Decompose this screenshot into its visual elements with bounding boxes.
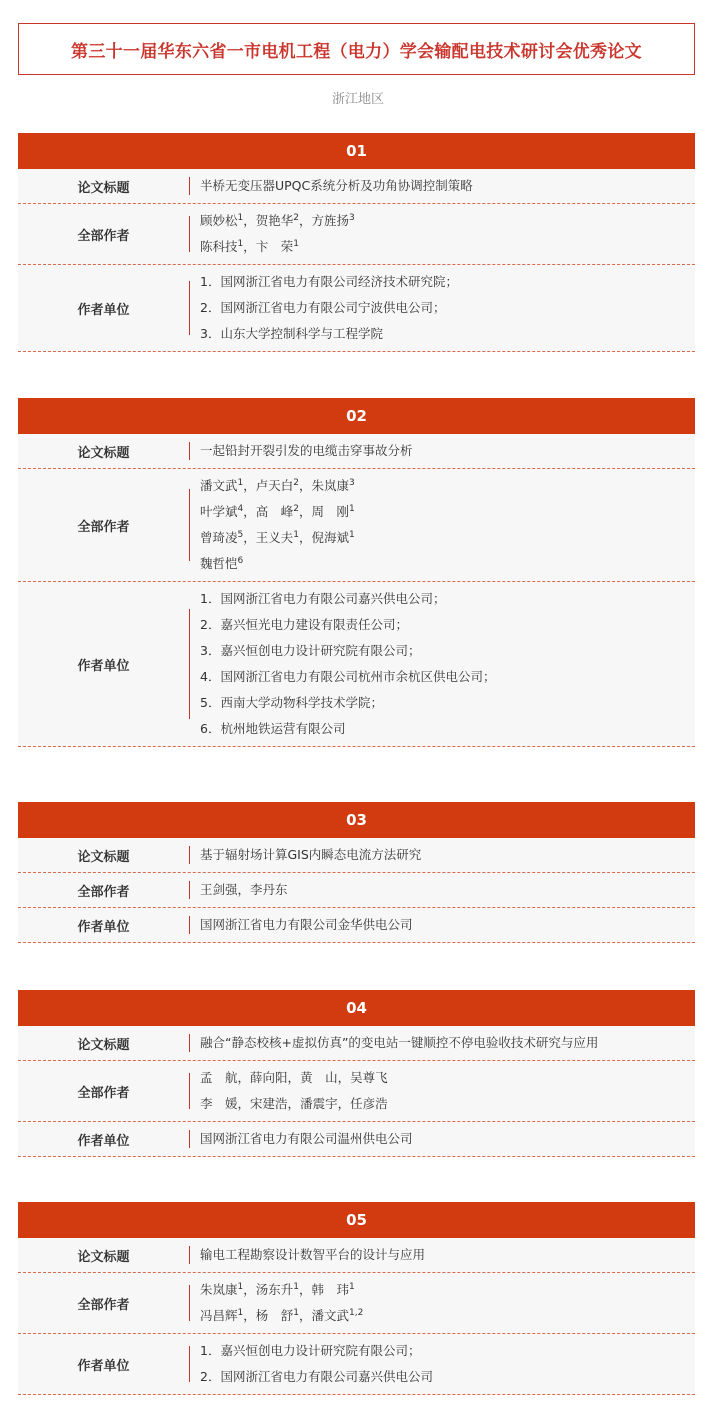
author-separator: ， [287, 1096, 301, 1111]
author-affiliation-mark: 2 [293, 477, 300, 488]
author-name: 朱岚康 [200, 1282, 238, 1297]
paper-title: 融合“静态校核+虚拟仿真”的变电站一键顺控不停电验收技术研究与应用 [200, 1035, 599, 1050]
author-separator: ， [243, 1282, 256, 1297]
paper-number: 01 [18, 133, 695, 169]
author-separator: ， [337, 1096, 351, 1111]
paper-title: 半桥无变压器UPQC系统分析及功角协调控制策略 [200, 178, 473, 193]
author-name: 朱岚康 [311, 478, 350, 493]
author-name: 潘文武 [200, 478, 238, 493]
affiliations-row [18, 908, 695, 943]
authors-row-lines [190, 208, 355, 260]
title-row [18, 434, 695, 469]
author-separator: ， [299, 213, 312, 228]
title-row-content [189, 1238, 695, 1272]
paper-number: 02 [18, 398, 695, 434]
author-name: 李 媛 [200, 1096, 238, 1111]
author-separator: ， [299, 1282, 312, 1297]
affiliation-item: 2．嘉兴恒光电力建设有限责任公司； [200, 617, 408, 632]
author-name: 倪海斌 [311, 530, 350, 545]
author-name: 方旌扬 [311, 213, 350, 228]
affiliation-item: 2．国网浙江省电力有限公司宁波供电公司； [200, 300, 446, 315]
authors-row-lines [190, 1065, 388, 1117]
author-affiliation-mark: 1 [293, 529, 300, 540]
author-line [200, 1091, 388, 1117]
affiliations-row-label: 作者单位 [77, 1358, 130, 1374]
author-name: 叶学斌 [200, 504, 238, 519]
authors-row-content [189, 469, 695, 581]
author-separator: ， [337, 1070, 351, 1085]
author-line [200, 1277, 363, 1303]
author-line [200, 473, 355, 499]
authors-row [18, 469, 695, 582]
authors-row [18, 1273, 695, 1334]
author-name: 周 刚 [311, 504, 350, 519]
title-row-lines [190, 1030, 598, 1056]
author-separator: ， [287, 1070, 301, 1085]
author-name: 汤东升 [255, 1282, 294, 1297]
affiliation-item: 国网浙江省电力有限公司温州供电公司 [200, 1131, 413, 1146]
author-name: 王剑强 [200, 882, 238, 897]
authors-row-label: 全部作者 [77, 1085, 130, 1101]
author-line [200, 499, 355, 525]
author-name: 魏哲恺 [200, 556, 238, 571]
author-line [200, 208, 355, 234]
region-label: 浙江地区 [331, 92, 384, 107]
author-name: 潘文武 [311, 1308, 350, 1323]
paper-title: 输电工程勘察设计数智平台的设计与应用 [200, 1247, 426, 1262]
affiliations-row [18, 1122, 695, 1157]
paper-title: 基于辐射场计算GIS内瞬态电流方法研究 [200, 847, 422, 862]
author-separator: ， [299, 530, 312, 545]
authors-row-lines [190, 473, 355, 577]
author-affiliation-mark: 1 [293, 238, 300, 249]
paper-block [18, 1202, 695, 1395]
affiliation-item: 6．杭州地铁运营有限公司 [200, 721, 346, 736]
title-row [18, 169, 695, 204]
author-name: 黄 山 [300, 1070, 338, 1085]
author-name: 杨 舒 [255, 1308, 294, 1323]
affiliations-row-label: 作者单位 [77, 1133, 130, 1149]
author-affiliation-mark: 1,2 [349, 1307, 364, 1318]
author-name: 薛向阳 [250, 1070, 288, 1085]
author-name: 韩 玮 [311, 1282, 350, 1297]
authors-row-content [189, 1061, 695, 1121]
affiliations-row [18, 1334, 695, 1395]
author-separator: ， [299, 504, 312, 519]
author-name: 曾琦凌 [200, 530, 238, 545]
author-affiliation-mark: 1 [293, 1307, 300, 1318]
author-affiliation-mark: 1 [293, 1281, 300, 1292]
affiliations-row-content [189, 1334, 695, 1394]
authors-row-content [189, 204, 695, 264]
title-row-content [189, 1026, 695, 1060]
author-name: 吴尊飞 [350, 1070, 388, 1085]
author-separator: ， [237, 882, 251, 897]
author-affiliation-mark: 1 [349, 529, 355, 540]
author-name: 卢天白 [255, 478, 294, 493]
author-separator: ， [243, 239, 256, 254]
affiliations-row-label: 作者单位 [77, 658, 130, 674]
authors-row-content [189, 873, 695, 907]
authors-row-lines [190, 1277, 363, 1329]
author-line [200, 877, 288, 903]
author-affiliation-mark: 3 [349, 477, 355, 488]
affiliations-row-lines [190, 1338, 433, 1390]
author-affiliation-mark: 1 [237, 1307, 244, 1318]
author-name: 贺艳华 [255, 213, 294, 228]
author-separator: ， [299, 478, 312, 493]
author-line [200, 1303, 363, 1329]
authors-row-label: 全部作者 [77, 519, 130, 535]
title-row-label: 论文标题 [77, 849, 130, 865]
author-line [200, 1065, 388, 1091]
author-affiliation-mark: 6 [237, 555, 244, 566]
title-row-content [189, 169, 695, 203]
affiliations-row-content [189, 1122, 695, 1156]
authors-row-label: 全部作者 [77, 884, 130, 900]
affiliation-item: 5．西南大学动物科学技术学院； [200, 695, 383, 710]
author-name: 陈科技 [200, 239, 238, 254]
author-affiliation-mark: 4 [237, 503, 244, 514]
title-row-label: 论文标题 [77, 445, 130, 461]
affiliations-row-label: 作者单位 [77, 919, 130, 935]
author-name: 潘震宇 [300, 1096, 338, 1111]
affiliations-row-lines [190, 912, 413, 938]
title-row-lines [190, 842, 421, 868]
authors-row-label: 全部作者 [77, 228, 130, 244]
author-separator: ， [237, 1096, 251, 1111]
paper-number: 03 [18, 802, 695, 838]
author-affiliation-mark: 1 [237, 238, 244, 249]
author-name: 顾妙松 [200, 213, 238, 228]
affiliation-item: 4．国网浙江省电力有限公司杭州市余杭区供电公司； [200, 669, 496, 684]
author-separator: ， [243, 1308, 256, 1323]
author-affiliation-mark: 1 [237, 1281, 244, 1292]
affiliations-row-lines [190, 586, 495, 742]
title-row-content [189, 838, 695, 872]
author-line [200, 551, 355, 577]
affiliation-item: 1．嘉兴恒创电力设计研究院有限公司； [200, 1343, 421, 1358]
author-name: 王义夫 [255, 530, 294, 545]
title-row-label: 论文标题 [77, 180, 130, 196]
affiliations-row-label: 作者单位 [77, 302, 130, 318]
authors-row-label: 全部作者 [77, 1297, 130, 1313]
author-name: 宋建浩 [250, 1096, 288, 1111]
authors-row [18, 204, 695, 265]
author-affiliation-mark: 3 [349, 212, 355, 223]
page-title: 第三十一届华东六省一市电机工程（电力）学会输配电技术研讨会优秀论文 [18, 23, 695, 75]
author-affiliation-mark: 2 [293, 503, 300, 514]
paper-block [18, 133, 695, 352]
affiliations-row-content [189, 265, 695, 351]
author-name: 高 峰 [255, 504, 294, 519]
affiliations-row [18, 582, 695, 747]
author-name: 李丹东 [250, 882, 288, 897]
title-row-lines [190, 1242, 425, 1268]
author-affiliation-mark: 1 [237, 477, 244, 488]
affiliation-item: 1．国网浙江省电力有限公司经济技术研究院； [200, 274, 458, 289]
paper-number: 04 [18, 990, 695, 1026]
affiliations-row-content [189, 908, 695, 942]
author-name: 卞 荣 [255, 239, 294, 254]
affiliations-row [18, 265, 695, 352]
paper-block [18, 802, 695, 943]
title-row [18, 838, 695, 873]
affiliation-item: 3．嘉兴恒创电力设计研究院有限公司； [200, 643, 421, 658]
title-row-label: 论文标题 [77, 1249, 130, 1265]
author-line [200, 525, 355, 551]
authors-row-content [189, 1273, 695, 1333]
affiliation-item: 3．山东大学控制科学与工程学院 [200, 326, 383, 341]
affiliations-row-content [189, 582, 695, 746]
authors-row [18, 873, 695, 908]
title-row [18, 1238, 695, 1273]
affiliation-item: 国网浙江省电力有限公司金华供电公司 [200, 917, 413, 932]
affiliation-item: 2．国网浙江省电力有限公司嘉兴供电公司 [200, 1369, 433, 1384]
paper-title: 一起铅封开裂引发的电缆击穿事故分析 [200, 443, 413, 458]
affiliations-row-lines [190, 1126, 413, 1152]
author-separator: ， [299, 1308, 312, 1323]
authors-row [18, 1061, 695, 1122]
author-separator: ， [243, 213, 256, 228]
authors-row-lines [190, 877, 288, 903]
author-affiliation-mark: 1 [349, 1281, 355, 1292]
author-affiliation-mark: 2 [293, 212, 300, 223]
author-line [200, 234, 355, 260]
affiliation-item: 1．国网浙江省电力有限公司嘉兴供电公司； [200, 591, 446, 606]
author-separator: ， [237, 1070, 251, 1085]
author-affiliation-mark: 1 [349, 503, 355, 514]
paper-number: 05 [18, 1202, 695, 1238]
author-separator: ， [243, 530, 256, 545]
affiliations-row-lines [190, 269, 458, 347]
title-row-lines [190, 173, 473, 199]
paper-block [18, 398, 695, 747]
title-row-lines [190, 438, 413, 464]
paper-block [18, 990, 695, 1157]
author-name: 冯昌辉 [200, 1308, 238, 1323]
title-row-content [189, 434, 695, 468]
title-row-label: 论文标题 [77, 1037, 130, 1053]
author-affiliation-mark: 1 [237, 212, 244, 223]
title-row [18, 1026, 695, 1061]
author-separator: ， [243, 504, 256, 519]
author-name: 孟 航 [200, 1070, 238, 1085]
author-separator: ， [243, 478, 256, 493]
author-name: 任彦浩 [350, 1096, 388, 1111]
author-affiliation-mark: 5 [237, 529, 244, 540]
